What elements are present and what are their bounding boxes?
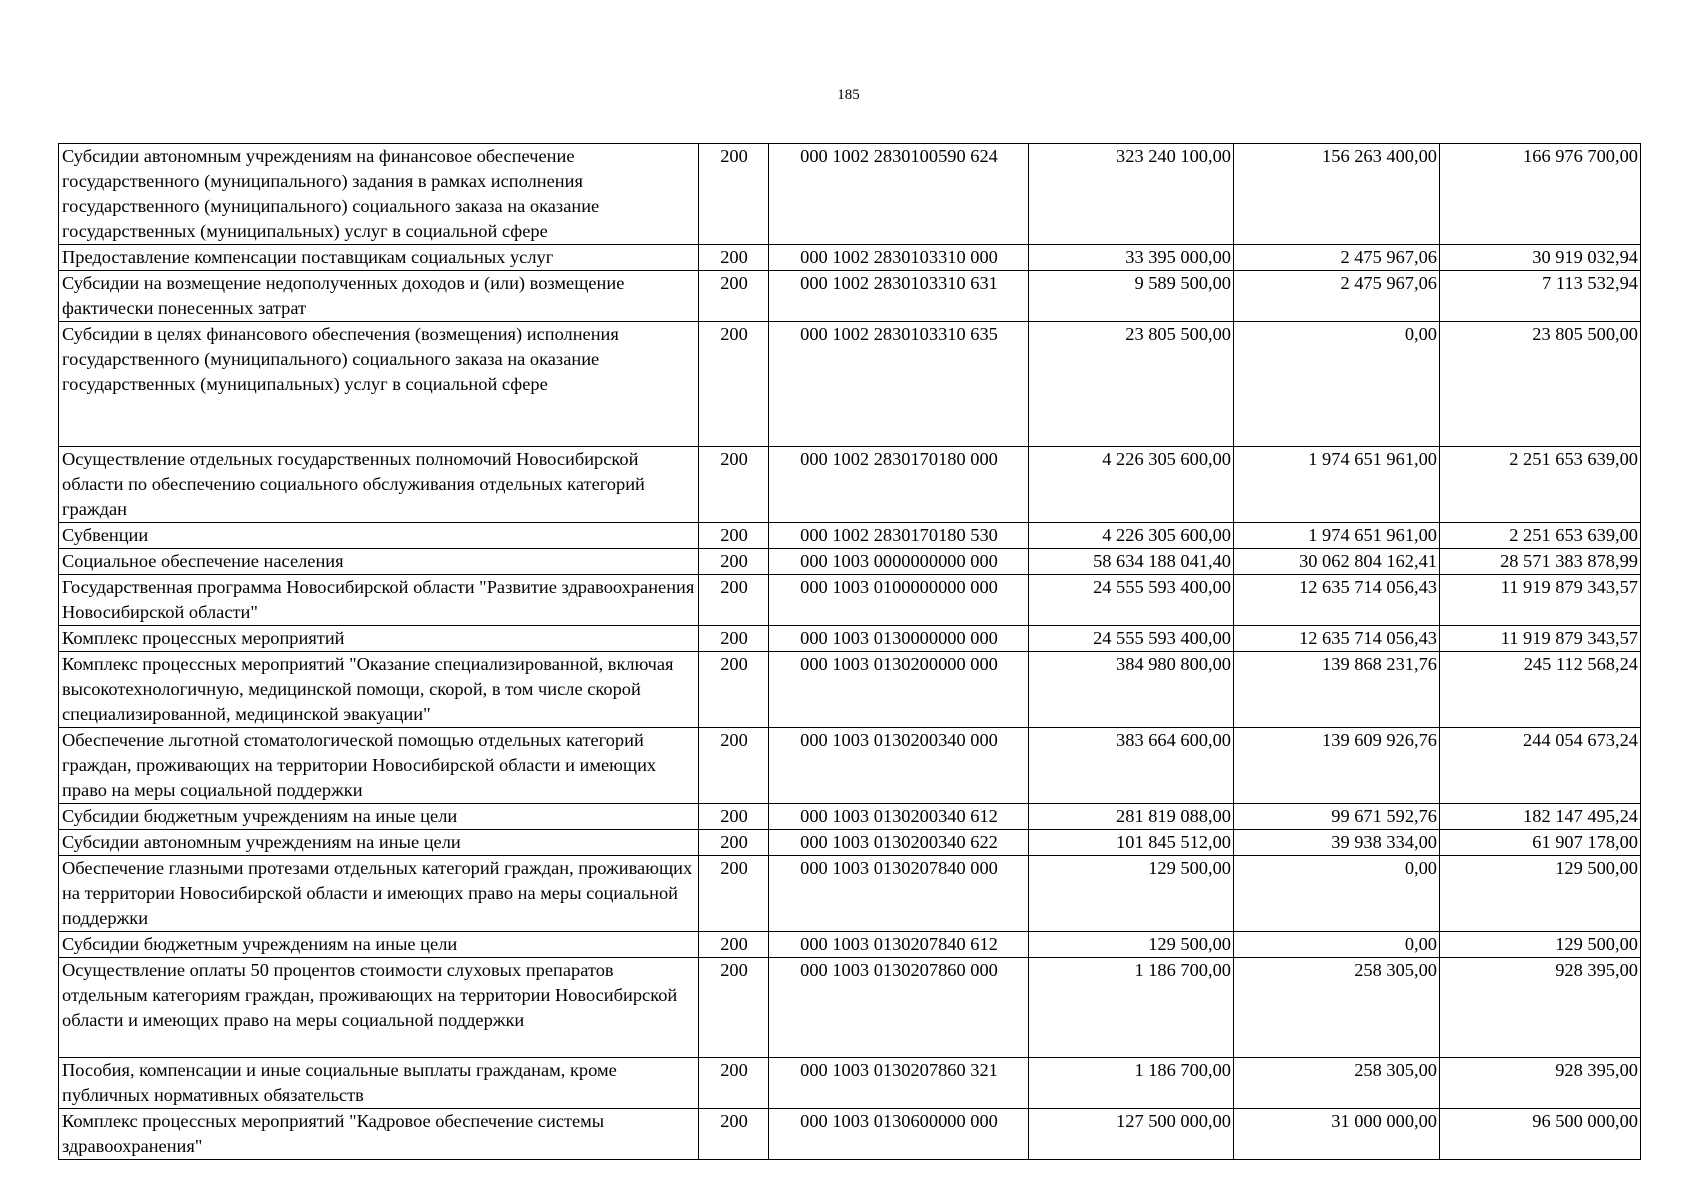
row-name-cell: Предоставление компенсации поставщикам социальных услуг: [59, 245, 699, 271]
row-remaining-amount-cell: 182 147 495,24: [1440, 804, 1641, 830]
row-name-cell: Субвенции: [59, 523, 699, 549]
row-approved-amount-cell: 281 819 088,00: [1029, 804, 1234, 830]
row-executed-amount-cell: 99 671 592,76: [1234, 804, 1440, 830]
row-remaining-amount-cell: 11 919 879 343,57: [1440, 575, 1641, 626]
row-classification-code-cell: 000 1003 0130207860 321: [769, 1058, 1029, 1109]
row-line-code-cell: 200: [699, 1109, 769, 1160]
row-approved-amount-cell: 323 240 100,00: [1029, 144, 1234, 245]
row-line-code-cell: 200: [699, 932, 769, 958]
row-executed-amount-cell: 2 475 967,06: [1234, 245, 1440, 271]
row-classification-code-cell: 000 1002 2830103310 000: [769, 245, 1029, 271]
row-executed-amount-cell: 39 938 334,00: [1234, 830, 1440, 856]
row-classification-code-cell: 000 1002 2830170180 530: [769, 523, 1029, 549]
row-classification-code-cell: 000 1002 2830100590 624: [769, 144, 1029, 245]
row-approved-amount-cell: 4 226 305 600,00: [1029, 447, 1234, 523]
row-approved-amount-cell: 33 395 000,00: [1029, 245, 1234, 271]
table-row: [59, 728, 1641, 804]
row-executed-amount-cell: 31 000 000,00: [1234, 1109, 1440, 1160]
table-row: [59, 322, 1641, 447]
row-name-cell: Комплекс процессных мероприятий "Кадровое обеспечение системы здравоохранения": [59, 1109, 699, 1160]
row-remaining-amount-cell: 244 054 673,24: [1440, 728, 1641, 804]
table-row: [59, 447, 1641, 523]
row-name-cell: Государственная программа Новосибирской области "Развитие здравоохранения Новосибирской области": [59, 575, 699, 626]
row-classification-code-cell: 000 1002 2830170180 000: [769, 447, 1029, 523]
row-executed-amount-cell: 1 974 651 961,00: [1234, 447, 1440, 523]
row-remaining-amount-cell: 129 500,00: [1440, 856, 1641, 932]
row-name-cell: Осуществление отдельных государственных полномочий Новосибирской области по обеспечению социального обслуживания отдельных категорий граждан: [59, 447, 699, 523]
row-name-cell: Обеспечение льготной стоматологической помощью отдельных категорий граждан, проживающих на территории Новосибирской области и имеющих право на меры социальной поддержки: [59, 728, 699, 804]
row-approved-amount-cell: 1 186 700,00: [1029, 958, 1234, 1058]
row-name-cell: Социальное обеспечение населения: [59, 549, 699, 575]
row-classification-code-cell: 000 1002 2830103310 635: [769, 322, 1029, 447]
table-row: [59, 271, 1641, 322]
table-row: [59, 626, 1641, 652]
row-executed-amount-cell: 0,00: [1234, 932, 1440, 958]
row-approved-amount-cell: 129 500,00: [1029, 856, 1234, 932]
row-approved-amount-cell: 127 500 000,00: [1029, 1109, 1234, 1160]
row-remaining-amount-cell: 2 251 653 639,00: [1440, 447, 1641, 523]
table-row: [59, 804, 1641, 830]
row-approved-amount-cell: 101 845 512,00: [1029, 830, 1234, 856]
row-name-cell: Пособия, компенсации и иные социальные выплаты гражданам, кроме публичных нормативных обязательств: [59, 1058, 699, 1109]
table-row: [59, 523, 1641, 549]
row-approved-amount-cell: 9 589 500,00: [1029, 271, 1234, 322]
row-approved-amount-cell: 1 186 700,00: [1029, 1058, 1234, 1109]
row-executed-amount-cell: 0,00: [1234, 856, 1440, 932]
row-classification-code-cell: 000 1003 0130200340 612: [769, 804, 1029, 830]
row-line-code-cell: 200: [699, 856, 769, 932]
row-approved-amount-cell: 23 805 500,00: [1029, 322, 1234, 447]
row-remaining-amount-cell: 129 500,00: [1440, 932, 1641, 958]
row-remaining-amount-cell: 30 919 032,94: [1440, 245, 1641, 271]
row-classification-code-cell: 000 1003 0130207840 612: [769, 932, 1029, 958]
row-executed-amount-cell: 30 062 804 162,41: [1234, 549, 1440, 575]
row-remaining-amount-cell: 7 113 532,94: [1440, 271, 1641, 322]
row-approved-amount-cell: 58 634 188 041,40: [1029, 549, 1234, 575]
table-row: [59, 1058, 1641, 1109]
row-name-cell: Обеспечение глазными протезами отдельных категорий граждан, проживающих на территории Новосибирской области и имеющих право на меры социальной поддержки: [59, 856, 699, 932]
row-classification-code-cell: 000 1003 0130207860 000: [769, 958, 1029, 1058]
table-row: [59, 932, 1641, 958]
row-classification-code-cell: 000 1003 0130600000 000: [769, 1109, 1029, 1160]
row-executed-amount-cell: 139 609 926,76: [1234, 728, 1440, 804]
page-number: 185: [837, 87, 860, 103]
row-name-cell: Комплекс процессных мероприятий "Оказание специализированной, включая высокотехнологичную, медицинской помощи, скорой, в том числе скорой специализированной, медицинской эвакуации": [59, 652, 699, 728]
table-row: [59, 1109, 1641, 1160]
row-remaining-amount-cell: 96 500 000,00: [1440, 1109, 1641, 1160]
table-row: [59, 830, 1641, 856]
table-row: [59, 549, 1641, 575]
row-name-cell: Субсидии автономным учреждениям на иные цели: [59, 830, 699, 856]
row-line-code-cell: 200: [699, 1058, 769, 1109]
table-row: [59, 245, 1641, 271]
row-classification-code-cell: 000 1003 0130200340 622: [769, 830, 1029, 856]
row-executed-amount-cell: 12 635 714 056,43: [1234, 575, 1440, 626]
row-line-code-cell: 200: [699, 958, 769, 1058]
table-row: [59, 958, 1641, 1058]
row-executed-amount-cell: 0,00: [1234, 322, 1440, 447]
row-approved-amount-cell: 384 980 800,00: [1029, 652, 1234, 728]
row-remaining-amount-cell: 245 112 568,24: [1440, 652, 1641, 728]
row-executed-amount-cell: 156 263 400,00: [1234, 144, 1440, 245]
row-line-code-cell: 200: [699, 575, 769, 626]
row-classification-code-cell: 000 1003 0000000000 000: [769, 549, 1029, 575]
row-line-code-cell: 200: [699, 523, 769, 549]
row-executed-amount-cell: 2 475 967,06: [1234, 271, 1440, 322]
row-line-code-cell: 200: [699, 245, 769, 271]
row-line-code-cell: 200: [699, 652, 769, 728]
row-line-code-cell: 200: [699, 322, 769, 447]
row-remaining-amount-cell: 2 251 653 639,00: [1440, 523, 1641, 549]
row-approved-amount-cell: 24 555 593 400,00: [1029, 626, 1234, 652]
row-executed-amount-cell: 139 868 231,76: [1234, 652, 1440, 728]
row-name-cell: Субсидии в целях финансового обеспечения (возмещения) исполнения государственного (муниципального) социального заказа на оказание государственных (муниципальных) услуг в социальной сфере: [59, 322, 699, 447]
row-name-cell: Субсидии бюджетным учреждениям на иные цели: [59, 804, 699, 830]
row-executed-amount-cell: 258 305,00: [1234, 1058, 1440, 1109]
row-line-code-cell: 200: [699, 447, 769, 523]
row-remaining-amount-cell: 928 395,00: [1440, 1058, 1641, 1109]
row-classification-code-cell: 000 1003 0130207840 000: [769, 856, 1029, 932]
table-body: [59, 144, 1641, 1160]
table-row: [59, 575, 1641, 626]
row-line-code-cell: 200: [699, 271, 769, 322]
row-name-cell: Комплекс процессных мероприятий: [59, 626, 699, 652]
row-approved-amount-cell: 24 555 593 400,00: [1029, 575, 1234, 626]
row-name-cell: Субсидии автономным учреждениям на финансовое обеспечение государственного (муниципального) задания в рамках исполнения государственного (муниципального) социального заказа на оказание государственных (муниципальных) услуг в социальной сфере: [59, 144, 699, 245]
row-remaining-amount-cell: 23 805 500,00: [1440, 322, 1641, 447]
row-name-cell: Субсидии на возмещение недополученных доходов и (или) возмещение фактически понесенных затрат: [59, 271, 699, 322]
row-line-code-cell: 200: [699, 830, 769, 856]
row-classification-code-cell: 000 1003 0100000000 000: [769, 575, 1029, 626]
budget-execution-table: [58, 143, 1641, 1160]
row-line-code-cell: 200: [699, 804, 769, 830]
row-executed-amount-cell: 258 305,00: [1234, 958, 1440, 1058]
row-approved-amount-cell: 129 500,00: [1029, 932, 1234, 958]
table-row: [59, 144, 1641, 245]
row-line-code-cell: 200: [699, 549, 769, 575]
row-classification-code-cell: 000 1003 0130000000 000: [769, 626, 1029, 652]
row-approved-amount-cell: 4 226 305 600,00: [1029, 523, 1234, 549]
row-classification-code-cell: 000 1003 0130200340 000: [769, 728, 1029, 804]
row-remaining-amount-cell: 28 571 383 878,99: [1440, 549, 1641, 575]
row-name-cell: Осуществление оплаты 50 процентов стоимости слуховых препаратов отдельным категориям граждан, проживающих на территории Новосибирской области и имеющих право на меры социальной поддержки: [59, 958, 699, 1058]
table-row: [59, 856, 1641, 932]
row-classification-code-cell: 000 1003 0130200000 000: [769, 652, 1029, 728]
row-remaining-amount-cell: 928 395,00: [1440, 958, 1641, 1058]
row-name-cell: Субсидии бюджетным учреждениям на иные цели: [59, 932, 699, 958]
row-executed-amount-cell: 12 635 714 056,43: [1234, 626, 1440, 652]
row-remaining-amount-cell: 11 919 879 343,57: [1440, 626, 1641, 652]
row-classification-code-cell: 000 1002 2830103310 631: [769, 271, 1029, 322]
row-line-code-cell: 200: [699, 626, 769, 652]
row-remaining-amount-cell: 61 907 178,00: [1440, 830, 1641, 856]
row-executed-amount-cell: 1 974 651 961,00: [1234, 523, 1440, 549]
row-line-code-cell: 200: [699, 728, 769, 804]
table-row: [59, 652, 1641, 728]
row-line-code-cell: 200: [699, 144, 769, 245]
row-approved-amount-cell: 383 664 600,00: [1029, 728, 1234, 804]
row-remaining-amount-cell: 166 976 700,00: [1440, 144, 1641, 245]
